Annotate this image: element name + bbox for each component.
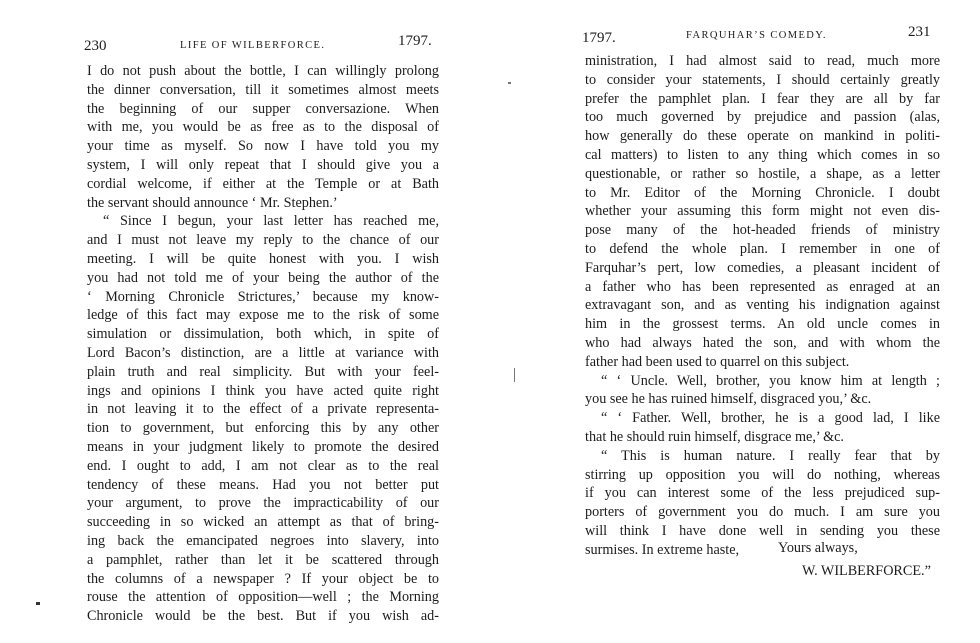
right-page-number: 231 xyxy=(908,24,931,40)
text-line: prefer the pamphlet plan. I fear they are all by far xyxy=(585,90,940,107)
text-line: how generally do these operate on mankind in politi- xyxy=(585,128,940,145)
text-line: pose many of the hot-headed friends of ministry xyxy=(585,222,940,239)
text-line: “ This is human nature. I really fear that by xyxy=(601,447,940,464)
text-line: you see he has ruined himself, disgraced you,’ &c. xyxy=(585,391,872,408)
text-line: that he should ruin himself, disgrace me,’ &c. xyxy=(585,428,844,445)
text-line: cordial welcome, if either at the Temple or at Bath xyxy=(87,175,439,192)
closing-salutation: Yours always, xyxy=(778,540,858,556)
text-line: with me, you would be as free as to the disposal of xyxy=(87,119,439,136)
right-page xyxy=(490,0,980,643)
text-line: to defend the whole plan. I remember in one of xyxy=(585,240,940,257)
text-line: the servant should announce ‘ Mr. Stephen.’ xyxy=(87,194,338,211)
text-line: Lord Bacon’s distinction, are a little at variance with xyxy=(87,344,439,361)
text-line: whether your assuming this form might not even dis- xyxy=(585,203,940,220)
text-line: ledge of this fact may expose me to the risk of some xyxy=(87,307,439,324)
text-line: and I must not leave my reply to the chance of our xyxy=(87,232,439,249)
left-page-number: 230 xyxy=(84,38,107,54)
text-line: questionable, or rather so hostile, a shape, as a letter xyxy=(585,165,940,182)
text-line: “ Since I begun, your last letter has reached me, xyxy=(103,213,439,230)
text-line: ing back the emancipated negroes into slavery, into xyxy=(87,532,439,549)
left-page-text xyxy=(87,62,439,626)
right-page-text xyxy=(585,52,940,560)
text-line: a father who has been represented as enraged at an xyxy=(585,278,940,295)
text-line: rouse the attention of opposition—well ; the Morning xyxy=(87,589,439,606)
text-line: if you can interest some of the less prejudiced sup- xyxy=(585,485,940,502)
text-line: the columns of a newspaper ? If your object be to xyxy=(87,570,439,587)
text-line: who had always hated the son, and with whom the xyxy=(585,334,940,351)
gutter-crease xyxy=(514,368,515,382)
text-line: the dinner conversation, till it sometimes almost meets xyxy=(87,81,439,98)
text-line: simulation or dissimulation, both which, in spite of xyxy=(87,326,439,343)
text-line: ings and opinions I think you have acted quite right xyxy=(87,382,439,399)
gutter-speck xyxy=(508,82,511,84)
text-line: to consider your statements, I should certainly greatly xyxy=(585,71,940,88)
text-line: ‘ Morning Chronicle Strictures,’ because my know- xyxy=(87,288,439,305)
text-line: tendency of these means. Had you not better put xyxy=(87,476,439,493)
text-line: ministration, I had almost said to read, much more xyxy=(585,53,940,69)
text-line: your argument, to prove the impracticability of our xyxy=(87,495,439,512)
text-line: Chronicle would be the best. But if you wish ad- xyxy=(87,608,439,625)
text-line: a pamphlet, rather than let it be scattered through xyxy=(87,551,439,568)
text-line: will think I have done well in sending you these xyxy=(585,522,940,539)
text-line: I do not push about the bottle, I can willingly prolong xyxy=(87,63,439,79)
text-line: plain truth and real simplicity. But with your feel- xyxy=(87,363,439,380)
text-line: “ ‘ Uncle. Well, brother, you know him at length ; xyxy=(601,372,940,389)
text-line: succeeding in so wicked an attempt as that of bring- xyxy=(87,514,439,531)
text-line: porters of government you do much. I am sure you xyxy=(585,504,940,521)
text-line: meeting. I will be quite honest with you. I wish xyxy=(87,250,439,267)
text-line: means in your judgment likely to promote the desired xyxy=(87,438,439,455)
text-line: too much governed by prejudice and passion (alas, xyxy=(585,109,940,126)
left-running-title: LIFE OF WILBERFORCE. xyxy=(180,40,326,51)
text-line: extravagant son, and as venting his indignation against xyxy=(585,297,940,314)
text-line: him in the grossest terms. An old uncle comes in xyxy=(585,316,940,333)
text-line: cal matters) to listen to any thing which comes in so xyxy=(585,146,940,163)
text-line: to Mr. Editor of the Morning Chronicle. I doubt xyxy=(585,184,940,201)
margin-speck xyxy=(36,602,40,605)
signature: W. WILBERFORCE.” xyxy=(802,563,931,579)
text-line: you had not told me of your being the author of the xyxy=(87,269,439,286)
text-line: stirring up opposition you will do nothing, whereas xyxy=(585,466,940,483)
text-line: father had been used to quarrel on this subject. xyxy=(585,353,850,370)
text-line: tion to government, but enforcing this by any other xyxy=(87,420,439,437)
text-line: Farquhar’s pert, low comedies, a pleasant incident of xyxy=(585,259,940,276)
text-line: surmises. In extreme haste, xyxy=(585,541,740,558)
text-line: end. I ought to add, I am not clear as to the real xyxy=(87,457,439,474)
right-running-title: FARQUHAR’S COMEDY. xyxy=(686,30,827,41)
text-line: “ ‘ Father. Well, brother, he is a good lad, I like xyxy=(601,410,940,427)
left-page-year: 1797. xyxy=(398,33,432,49)
text-line: in not leaving it to the effect of a private representa- xyxy=(87,401,439,418)
right-page-year: 1797. xyxy=(582,30,616,46)
text-line: the beginning of our supper conversazione. When xyxy=(87,100,439,117)
text-line: your time as myself. So now I have told you my xyxy=(87,138,439,155)
text-line: system, I will only repeat that I should give you a xyxy=(87,156,439,173)
